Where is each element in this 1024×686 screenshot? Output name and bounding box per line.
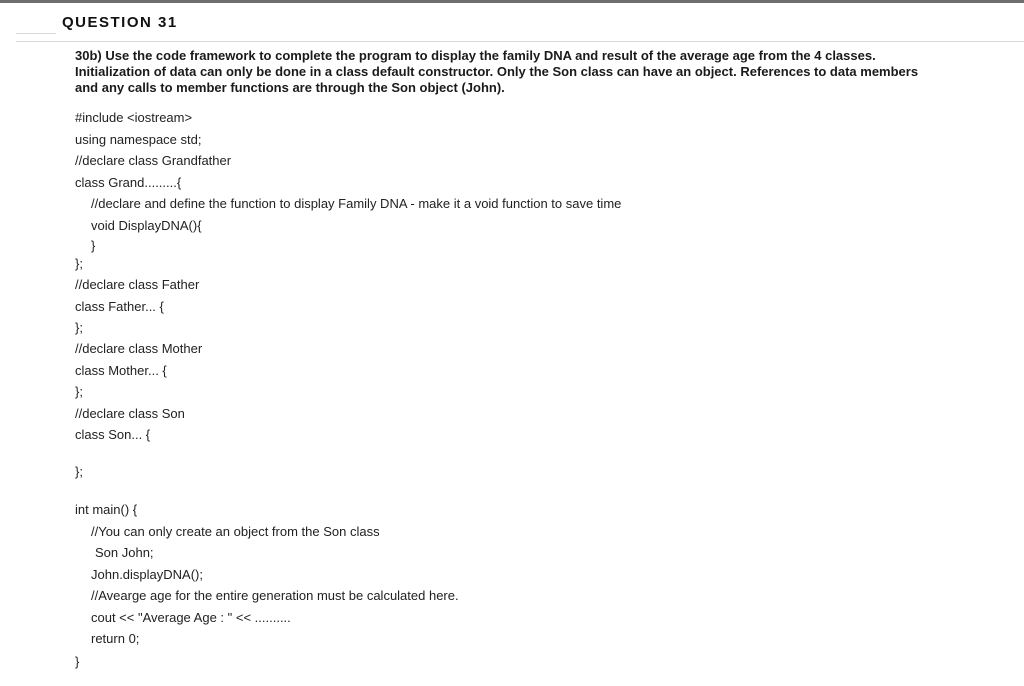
code-line: return 0; [91,631,140,646]
code-line: using namespace std; [75,132,202,147]
code-line: class Father... { [75,299,164,314]
code-line: } [75,654,80,669]
code-line: cout << "Average Age : " << .......... [91,610,291,625]
code-line: John.displayDNA(); [91,567,203,582]
instruction-line: and any calls to member functions are through the Son object (John). [75,80,505,95]
code-line: //declare class Mother [75,341,203,356]
code-line: int main() { [75,502,138,517]
divider [16,33,56,34]
code-line: void DisplayDNA(){ [91,218,202,233]
code-line: //declare class Son [75,406,185,421]
code-line: //declare class Father [75,277,200,292]
code-line: //declare and define the function to display Family DNA - make it a void function to save time [91,196,622,211]
code-line: //Avearge age for the entire generation must be calculated here. [91,588,459,603]
code-line: class Son... { [75,427,151,442]
code-line: class Grand.........{ [75,175,182,190]
top-border [0,0,1024,3]
instruction-line: Initialization of data can only be done in a class default constructor. Only the Son class can have an object. References to data members [75,64,919,79]
code-line: } [91,238,96,253]
code-line: #include <iostream> [75,110,193,125]
code-line: Son John; [95,545,154,560]
code-line: }; [75,320,83,335]
code-line: }; [75,464,83,479]
question-instructions [75,48,1005,96]
code-line: }; [75,384,83,399]
title-divider [16,41,1024,42]
instruction-line: 30b) Use the code framework to complete the program to display the family DNA and result of the average age from the 4 classes. [75,48,876,63]
code-line: class Mother... { [75,363,167,378]
code-line: //declare class Grandfather [75,153,232,168]
code-line: //You can only create an object from the Son class [91,524,380,539]
code-line: }; [75,256,83,271]
question-title: QUESTION 31 [62,14,178,31]
